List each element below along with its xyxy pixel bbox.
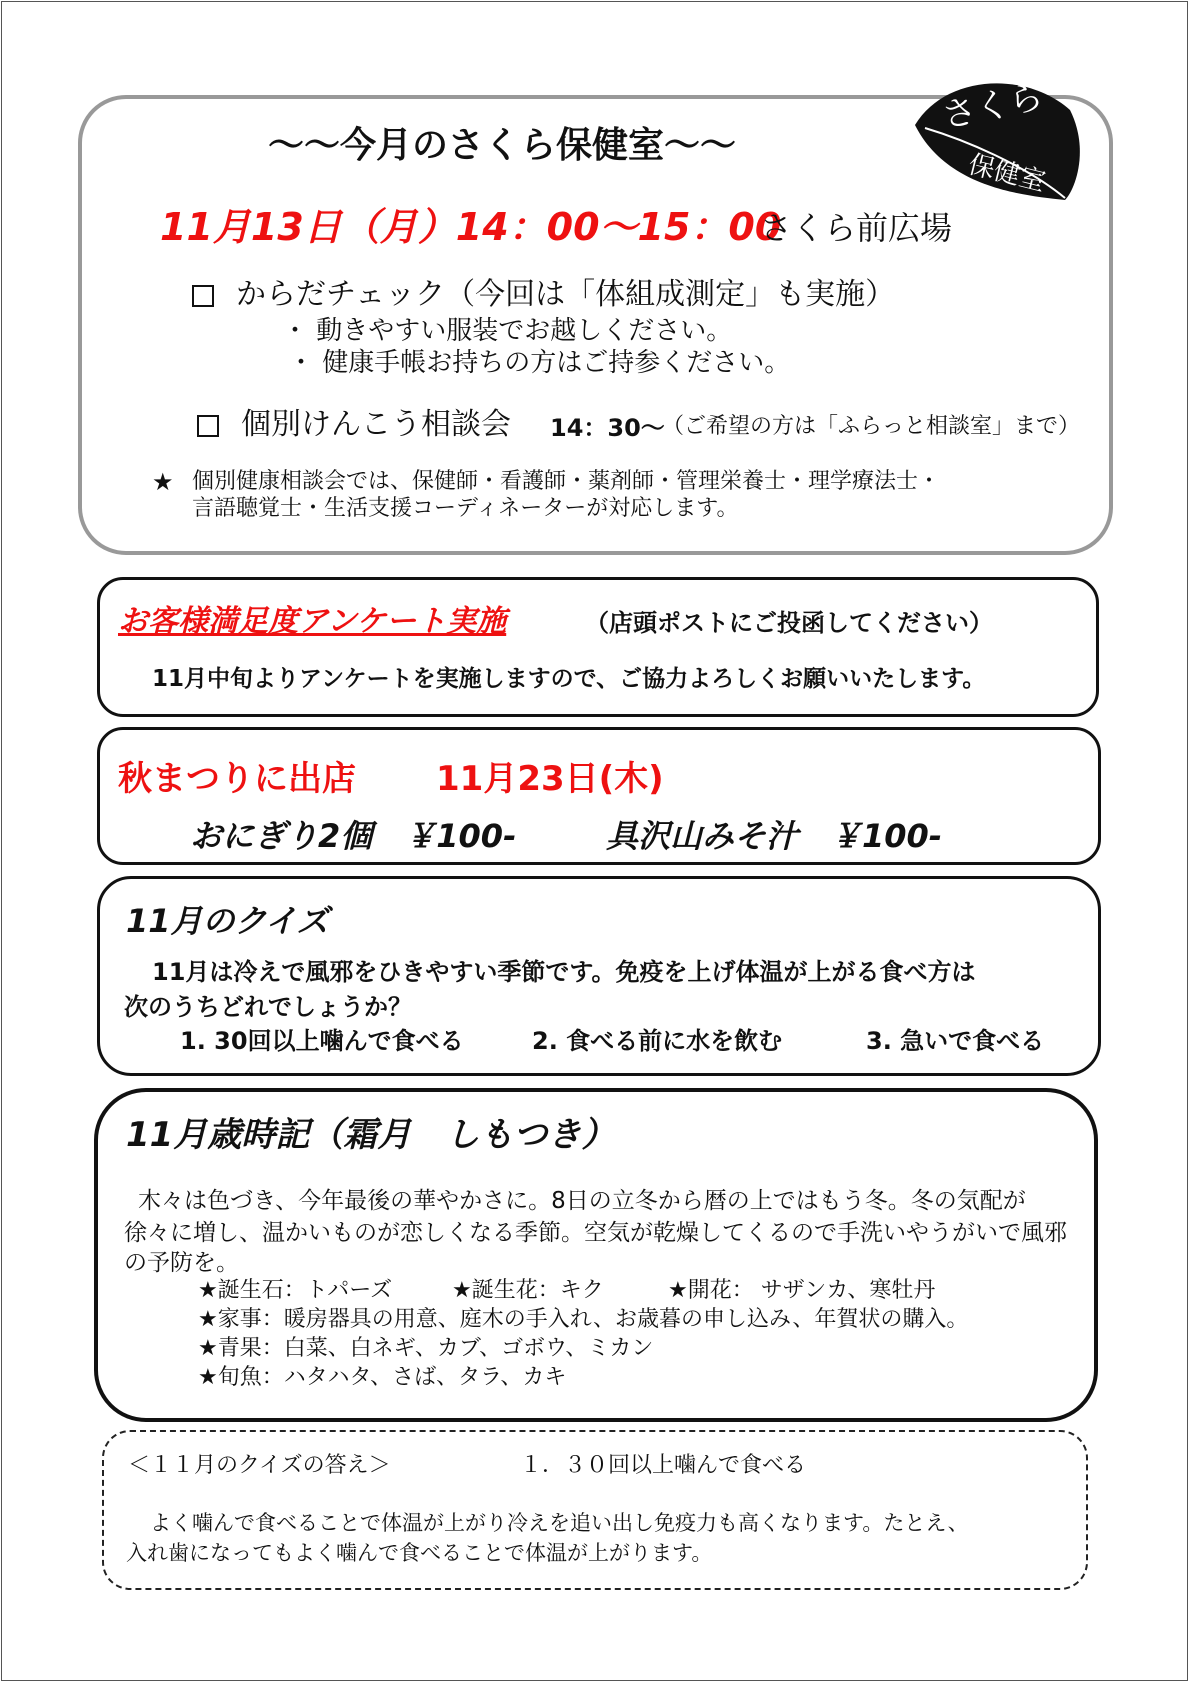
almanac-vegetables: ★青果：白菜、白ネギ、カブ、ゴボウ、ミカン <box>198 1336 654 1361</box>
sakura-item1-note2: ・ 健康手帳お持ちの方はご持参ください。 <box>288 348 791 378</box>
sakura-item1-note1: ・ 動きやすい服装でお越しください。 <box>282 316 733 346</box>
sakura-item2-label: 個別けんこう相談会 <box>241 407 511 442</box>
festival-item1: おにぎり2個 ￥100- <box>190 817 517 855</box>
checkbox-icon <box>192 285 214 307</box>
quiz-option2: 2. 食べる前に水を飲む <box>532 1027 783 1055</box>
sakura-item2 <box>197 407 511 442</box>
survey-box <box>97 577 1099 717</box>
survey-body: 11月中旬よりアンケートを実施しますので、ご協力よろしくお願いいたします。 <box>152 666 986 692</box>
almanac-fish: ★旬魚：ハタハタ、さば、タラ、カキ <box>198 1365 567 1390</box>
quiz-title: 11月のクイズ <box>126 902 329 940</box>
logo-text-hokenshitsu: 保健室 <box>965 149 1049 198</box>
sakura-item2-time: 14：30～ <box>550 414 665 442</box>
sakura-item1 <box>192 277 896 312</box>
survey-title: お客様満足度アンケート実施 <box>118 604 507 639</box>
sakura-place: さくら前広場 <box>760 209 953 247</box>
answer-value: １．３０回以上噛んで食べる <box>520 1453 807 1478</box>
sakura-title: ～～今月のさくら保健室～～ <box>268 125 737 166</box>
quiz-question-line1: 11月は冷えで風邪をひきやすい季節です。免疫を上げ体温が上がる食べ方は <box>152 958 976 986</box>
festival-item2: 具沢山みそ汁 ￥100- <box>606 817 943 855</box>
almanac-body-line2: 徐々に増し、温かいものが恋しくなる季節。空気が乾燥してくるので手洗いやうがいで風邪 <box>124 1220 1067 1246</box>
festival-date: 11月23日(木) <box>436 759 664 799</box>
answer-body-line2: 入れ歯になってもよく噛んで食べることで体温が上がります。 <box>126 1541 713 1565</box>
quiz-question-line2: 次のうちどれでしょうか？ <box>124 993 412 1021</box>
sakura-item1-label: からだチェック（今回は「体組成測定」も実施） <box>236 277 896 312</box>
checkbox-icon <box>197 415 219 437</box>
sakura-leaf-logo <box>905 70 1085 210</box>
star-icon: ★ <box>152 468 174 496</box>
quiz-option3: 3. 急いで食べる <box>866 1027 1045 1055</box>
almanac-birthflower: ★誕生花：キク <box>452 1278 604 1303</box>
logo-text-sakura: さくら <box>938 76 1047 137</box>
quiz-option1: 1. 30回以上噛んで食べる <box>180 1027 464 1055</box>
sakura-item2-note: （ご希望の方は「ふらっと相談室」まで） <box>662 414 1081 439</box>
sakura-date: 11月13日（月）14：00～15：00 <box>160 205 782 249</box>
almanac-birthstone: ★誕生石：トパーズ <box>198 1278 393 1303</box>
sakura-note-line2: 言語聴覚士・生活支援コーディネーターが対応します。 <box>192 496 739 521</box>
answer-title: ＜１１月のクイズの答え＞ <box>128 1453 391 1478</box>
survey-subtitle: （店頭ポストにご投函してください） <box>585 609 993 637</box>
festival-title: 秋まつりに出店 <box>118 759 356 799</box>
almanac-chores: ★家事：暖房器具の用意、庭木の手入れ、お歳暮の申し込み、年賀状の購入。 <box>198 1307 969 1332</box>
answer-body-line1: よく噛んで食べることで体温が上がり冷えを追い出し免疫力も高くなります。たとえ、 <box>150 1511 969 1535</box>
almanac-body-line1: 木々は色づき、今年最後の華やかさに。8日の立冬から暦の上ではもう冬。冬の気配が <box>138 1188 1026 1214</box>
almanac-body-line3: の予防を。 <box>124 1250 239 1276</box>
almanac-bloom: ★開花： サザンカ、寒牡丹 <box>668 1278 936 1303</box>
almanac-title: 11月歳時記（霜月 しもつき） <box>126 1115 616 1155</box>
sakura-note-line1: 個別健康相談会では、保健師・看護師・薬剤師・管理栄養士・理学療法士・ <box>192 469 941 494</box>
